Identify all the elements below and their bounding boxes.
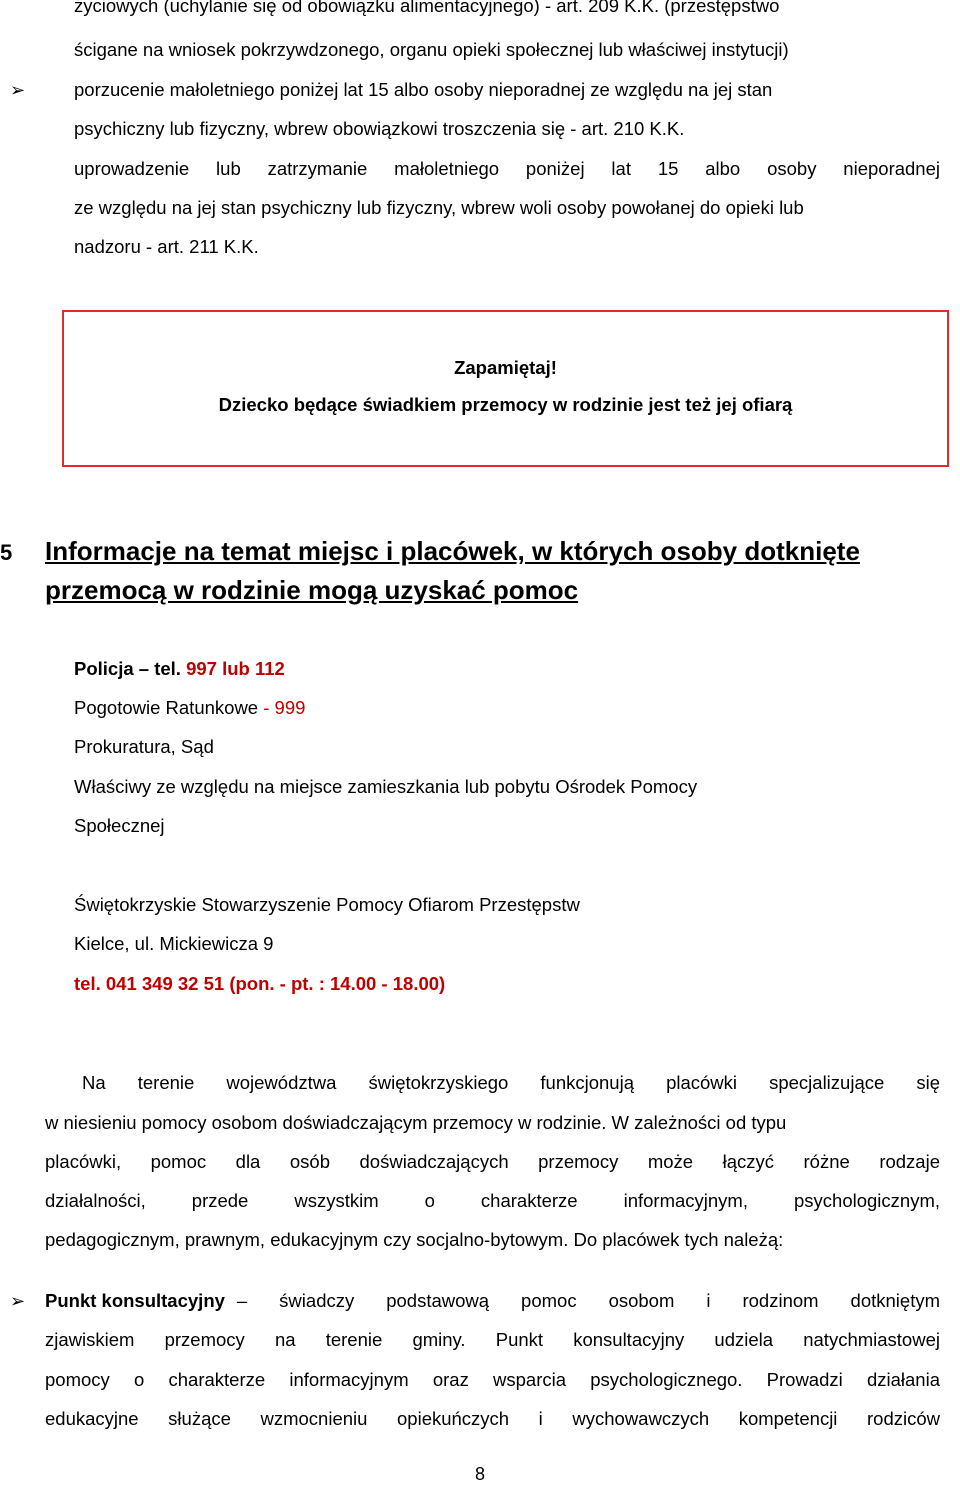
ambulance-number: - 999 <box>263 697 306 718</box>
consult-line: edukacyjne służące wzmocnieniu opiekuńczych i wychowawczych kompetencji rodziców <box>45 1408 940 1429</box>
police-contact <box>74 657 285 681</box>
police-numbers: 997 lub 112 <box>186 658 285 679</box>
ambulance-label: Pogotowie Ratunkowe <box>74 697 259 718</box>
prosecutor-court <box>74 735 214 759</box>
text-line: nadzoru - art. 211 K.K. <box>74 236 259 257</box>
paragraph-span: pedagogicznym, prawnym, edukacyjnym czy socjalno-bytowym. <box>45 1229 569 1250</box>
text-line: porzucenie małoletniego poniżej lat 15 albo osoby nieporadnej ze względu na jej stan <box>74 79 773 100</box>
arrow-bullet-icon: ➢ <box>10 1291 26 1311</box>
paragraph-span: W zależności od typu <box>606 1112 787 1133</box>
court-label: , Sąd <box>170 736 214 757</box>
text-line: życiowych (uchylanie się od obowiązku alimentacyjnego) - art. 209 K.K. (przestępstwo <box>74 0 780 16</box>
association-name: Świętokrzyskie Stowarzyszenie Pomocy Ofiarom Przestępstw <box>74 894 580 915</box>
section-number: 5 <box>0 540 13 565</box>
prosecutor-label: Prokuratura <box>74 736 171 757</box>
consult-title: Punkt konsultacyjny <box>45 1290 225 1311</box>
paragraph-line <box>45 1228 783 1252</box>
ops-line: Społecznej <box>74 815 165 836</box>
paragraph-line <box>45 1111 786 1135</box>
text-line: ścigane na wniosek pokrzywdzonego, organu opieki społecznej lub właściwej instytucji) <box>74 39 789 60</box>
paragraph-span: Do placówek tych należą: <box>568 1229 784 1250</box>
consult-line: – świadczy podstawową pomoc osobom i rodzinom dotkniętym <box>236 1290 940 1311</box>
ambulance-contact <box>74 696 305 720</box>
remember-box <box>62 310 949 467</box>
text-line: psychiczny lub fizyczny, wbrew obowiązkowi troszczenia się - art. 210 K.K. <box>74 118 685 139</box>
paragraph-line: działalności, przede wszystkim o charakterze informacyjnym, psychologicznym, <box>45 1190 940 1211</box>
section-heading: Informacje na temat miejsc i placówek, w których osoby dotknięte <box>45 536 860 566</box>
page-number: 8 <box>474 1464 485 1484</box>
section-heading: przemocą w rodzinie mogą uzyskać pomoc <box>45 575 579 605</box>
consult-line: pomocy o charakterze informacyjnym oraz wsparcia psychologicznego. Prowadzi działania <box>45 1369 940 1390</box>
association-phone: tel. 041 349 32 51 (pon. - pt. : 14.00 - 18.00) <box>74 973 446 994</box>
ops-line: Właściwy ze względu na miejsce zamieszkania lub pobytu Ośrodek Pomocy <box>74 776 698 797</box>
text-line: uprowadzenie lub zatrzymanie małoletniego poniżej lat 15 albo osoby nieporadnej <box>74 158 940 179</box>
paragraph-span: w niesieniu pomocy osobom doświadczającym przemocy w rodzinie. <box>45 1112 607 1133</box>
arrow-bullet-icon: ➢ <box>10 80 26 100</box>
consult-line: zjawiskiem przemocy na terenie gminy. Punkt konsultacyjny udziela natychmiastowej <box>45 1329 940 1350</box>
paragraph-line: placówki, pomoc dla osób doświadczających przemocy może łączyć różne rodzaje <box>45 1151 940 1172</box>
police-label: Policja – tel. <box>74 658 181 679</box>
consult-first-line <box>45 1289 940 1313</box>
paragraph-line: Na terenie województwa świętokrzyskiego funkcjonują placówki specjalizujące się <box>82 1072 940 1093</box>
remember-title: Zapamiętaj! <box>454 357 557 378</box>
remember-text: Dziecko będące świadkiem przemocy w rodzinie jest też jej ofiarą <box>218 394 793 415</box>
association-address: Kielce, ul. Mickiewicza 9 <box>74 933 274 954</box>
text-line: ze względu na jej stan psychiczny lub fizyczny, wbrew woli osoby powołanej do opieki lub <box>74 197 804 218</box>
